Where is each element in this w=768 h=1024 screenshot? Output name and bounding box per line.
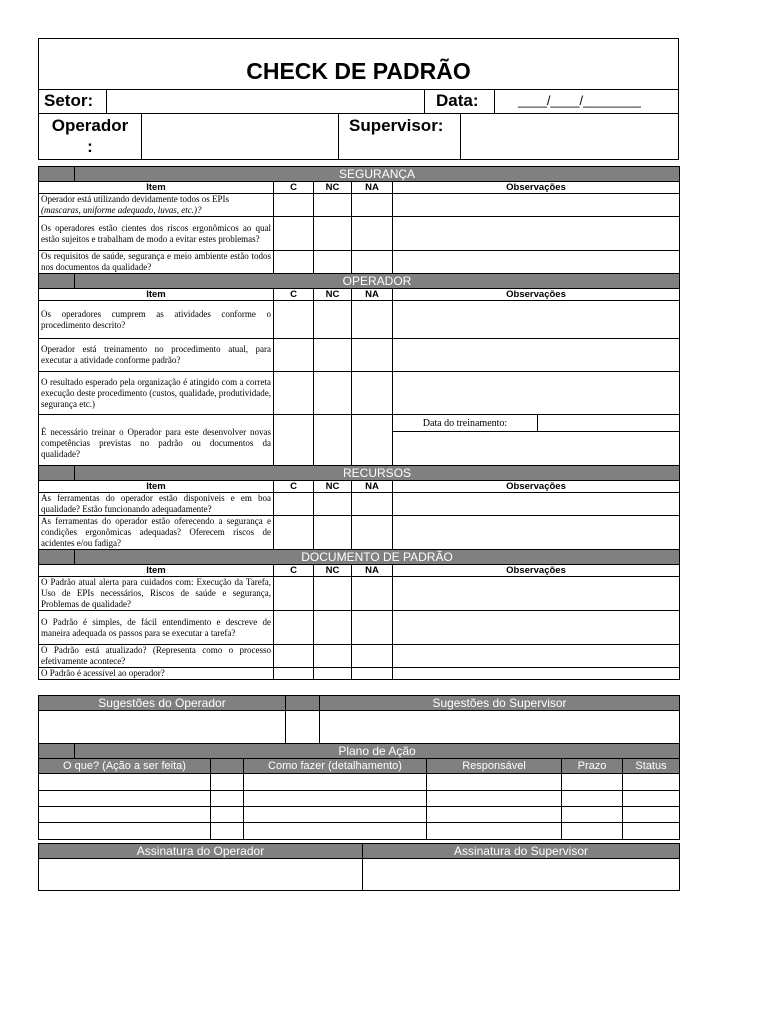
check-na[interactable] [352, 668, 393, 680]
plano-bar-left [39, 744, 75, 759]
check-nc[interactable] [314, 194, 352, 217]
check-c[interactable] [274, 516, 314, 550]
plano-col-como: Como fazer (detalhamento) [244, 759, 427, 774]
col-c: C [274, 182, 314, 194]
check-na[interactable] [352, 493, 393, 516]
plano-oque-field[interactable] [39, 823, 211, 840]
plano-prazo-field[interactable] [562, 791, 623, 807]
item-text: Os requisitos de saúde, segurança e meio ambiente estão todos nos documentos da qualidade? [39, 251, 274, 274]
obs-field[interactable] [393, 432, 680, 466]
obs-field[interactable] [393, 251, 680, 274]
plano-status-field[interactable] [623, 791, 680, 807]
assinatura-operador-title: Assinatura do Operador [39, 844, 363, 859]
section-title-operador: OPERADOR [75, 274, 680, 289]
check-nc[interactable] [314, 415, 352, 466]
check-c[interactable] [274, 611, 314, 645]
sugestoes-spacer [286, 696, 320, 711]
item-text: Operador está treinamento no procedimento atual, para executar a atividade conforme padrão? [39, 339, 274, 372]
operador-field[interactable] [141, 113, 339, 160]
plano-oque-field[interactable] [39, 807, 211, 823]
col-nc: NC [314, 289, 352, 301]
table-row [39, 645, 680, 668]
section-bar-documento [39, 550, 680, 565]
column-header-row [39, 481, 680, 493]
plano-de-acao-table [38, 743, 680, 840]
plano-col-responsavel: Responsável [427, 759, 562, 774]
check-nc[interactable] [314, 251, 352, 274]
check-nc[interactable] [314, 668, 352, 680]
check-na[interactable] [352, 339, 393, 372]
plano-row [39, 823, 680, 840]
item-text: É necessário treinar o Operador para este desenvolver novas competências previstas no padrão ou documentos da qualidade? [39, 415, 274, 466]
data-label: Data: [436, 91, 479, 110]
check-nc[interactable] [314, 493, 352, 516]
assinatura-operador-field[interactable] [39, 859, 363, 891]
obs-field[interactable] [393, 339, 680, 372]
table-row [39, 301, 680, 339]
col-item: Item [39, 565, 274, 577]
column-header-row [39, 182, 680, 194]
item-text: O Padrão é simples, de fácil entendimento e descreve de maneira adequada os passos para se executar a tarefa? [39, 611, 274, 645]
table-row [39, 493, 680, 516]
column-header-row [39, 565, 680, 577]
check-c[interactable] [274, 668, 314, 680]
table-row [39, 415, 680, 432]
check-c[interactable] [274, 339, 314, 372]
check-na[interactable] [352, 194, 393, 217]
supervisor-label: Supervisor: [349, 116, 444, 135]
plano-responsavel-field[interactable] [427, 774, 562, 791]
plano-spacer [211, 774, 244, 791]
sugestoes-operador-title: Sugestões do Operador [39, 696, 286, 711]
page-title: CHECK DE PADRÃO [246, 58, 471, 84]
col-obs: Observações [393, 182, 680, 194]
plano-spacer [211, 823, 244, 840]
section-bar-seguranca [39, 167, 680, 182]
check-c[interactable] [274, 194, 314, 217]
section-title-documento: DOCUMENTO DE PADRÃO [75, 550, 680, 565]
obs-field[interactable] [393, 645, 680, 668]
item-text: Os operadores estão cientes dos riscos ergonômicos ao qual estão sujeitos e trabalham de modo a evitar estes problemas? [39, 217, 274, 251]
item-text: As ferramentas do operador estão oferecendo a segurança e condições ergonômicas adequadas? Oferecem riscos de acidentes e/ou fadiga? [39, 516, 274, 550]
col-nc: NC [314, 565, 352, 577]
setor-label: Setor: [44, 91, 94, 110]
check-c[interactable] [274, 372, 314, 415]
check-na[interactable] [352, 301, 393, 339]
col-na: NA [352, 565, 393, 577]
training-date-field[interactable] [538, 415, 680, 432]
col-c: C [274, 565, 314, 577]
col-na: NA [352, 289, 393, 301]
check-nc[interactable] [314, 577, 352, 611]
table-row [39, 668, 680, 680]
plano-col-oque: O que? (Ação a ser feita) [39, 759, 211, 774]
section-bar-recursos [39, 466, 680, 481]
item-text: Os operadores cumprem as atividades conforme o procedimento descrito? [39, 301, 274, 339]
plano-como-field[interactable] [244, 807, 427, 823]
training-date-label: Data do treinamento: [393, 415, 538, 432]
col-item: Item [39, 481, 274, 493]
check-na[interactable] [352, 611, 393, 645]
plano-como-field[interactable] [244, 774, 427, 791]
plano-responsavel-field[interactable] [427, 791, 562, 807]
section-title-seguranca: SEGURANÇA [75, 167, 680, 182]
col-item: Item [39, 289, 274, 301]
sugestoes-table [38, 695, 680, 744]
obs-field[interactable] [393, 577, 680, 611]
col-obs: Observações [393, 289, 680, 301]
table-row [39, 516, 680, 550]
check-nc[interactable] [314, 217, 352, 251]
check-c[interactable] [274, 251, 314, 274]
plano-col-spacer [211, 759, 244, 774]
item-text: O Padrão atual alerta para cuidados com: Execução da Tarefa, Uso de EPIs necessários, Riscos de saúde e segurança, Problemas de qualidade? [39, 577, 274, 611]
item-text: O Padrão é acessível ao operador? [39, 668, 274, 680]
item-text: O resultado esperado pela organização é atingido com a correta execução deste procedimento (custos, qualidade, produtividade, segurança etc.) [39, 372, 274, 415]
check-na[interactable] [352, 516, 393, 550]
table-row [39, 372, 680, 415]
data-value: ____/____/________ [518, 93, 641, 108]
plano-responsavel-field[interactable] [427, 823, 562, 840]
plano-title: Plano de Ação [75, 744, 680, 759]
obs-field[interactable] [393, 611, 680, 645]
sugestoes-spacer-cell [286, 711, 320, 744]
obs-field[interactable] [393, 668, 680, 680]
col-obs: Observações [393, 565, 680, 577]
table-row [39, 251, 680, 274]
item-text: O Padrão está atualizado? (Representa como o processo efetivamente acontece? [39, 645, 274, 668]
item-text: As ferramentas do operador estão disponíveis e em boa qualidade? Estão funcionando adequadamente? [39, 493, 274, 516]
plano-status-field[interactable] [623, 823, 680, 840]
plano-como-field[interactable] [244, 791, 427, 807]
plano-prazo-field[interactable] [562, 823, 623, 840]
col-c: C [274, 481, 314, 493]
plano-prazo-field[interactable] [562, 774, 623, 791]
plano-oque-field[interactable] [39, 791, 211, 807]
obs-field[interactable] [393, 194, 680, 217]
plano-oque-field[interactable] [39, 774, 211, 791]
obs-field[interactable] [393, 372, 680, 415]
check-na[interactable] [352, 251, 393, 274]
plano-prazo-field[interactable] [562, 807, 623, 823]
item-text: Operador está utilizando devidamente todos os EPIs (mascaras, uniforme adequado, luvas, etc.)? [39, 194, 274, 217]
check-nc[interactable] [314, 611, 352, 645]
sugestoes-supervisor-title: Sugestões do Supervisor [320, 696, 680, 711]
checklist-table [38, 166, 680, 680]
obs-field[interactable] [393, 493, 680, 516]
plano-col-status: Status [623, 759, 680, 774]
check-na[interactable] [352, 217, 393, 251]
plano-status-field[interactable] [623, 774, 680, 791]
check-c[interactable] [274, 217, 314, 251]
plano-row [39, 774, 680, 791]
assinaturas-table [38, 843, 680, 891]
obs-field[interactable] [393, 516, 680, 550]
table-row [39, 577, 680, 611]
col-na: NA [352, 182, 393, 194]
operador-colon: : [87, 137, 93, 156]
check-c[interactable] [274, 493, 314, 516]
check-c[interactable] [274, 301, 314, 339]
setor-field[interactable] [106, 89, 425, 114]
obs-field[interactable] [393, 301, 680, 339]
obs-field[interactable] [393, 217, 680, 251]
assinatura-supervisor-title: Assinatura do Supervisor [363, 844, 680, 859]
check-c[interactable] [274, 415, 314, 466]
check-c[interactable] [274, 645, 314, 668]
plano-spacer [211, 807, 244, 823]
plano-col-prazo: Prazo [562, 759, 623, 774]
plano-status-field[interactable] [623, 807, 680, 823]
plano-como-field[interactable] [244, 823, 427, 840]
plano-row [39, 807, 680, 823]
check-nc[interactable] [314, 372, 352, 415]
table-row [39, 217, 680, 251]
col-c: C [274, 289, 314, 301]
check-na[interactable] [352, 645, 393, 668]
check-na[interactable] [352, 372, 393, 415]
check-c[interactable] [274, 577, 314, 611]
check-na[interactable] [352, 577, 393, 611]
operador-label: Operador [51, 116, 129, 135]
sugestoes-operador-field[interactable] [39, 711, 286, 744]
check-nc[interactable] [314, 301, 352, 339]
sugestoes-supervisor-field[interactable] [320, 711, 680, 744]
section-title-recursos: RECURSOS [75, 466, 680, 481]
col-nc: NC [314, 182, 352, 194]
table-row [39, 611, 680, 645]
plano-responsavel-field[interactable] [427, 807, 562, 823]
check-nc[interactable] [314, 339, 352, 372]
assinatura-supervisor-field[interactable] [363, 859, 680, 891]
table-row [39, 194, 680, 217]
check-na[interactable] [352, 415, 393, 466]
supervisor-field[interactable] [460, 113, 679, 160]
col-item: Item [39, 182, 274, 194]
table-row [39, 339, 680, 372]
check-nc[interactable] [314, 645, 352, 668]
col-nc: NC [314, 481, 352, 493]
section-bar-operador [39, 274, 680, 289]
plano-row [39, 791, 680, 807]
col-na: NA [352, 481, 393, 493]
column-header-row [39, 289, 680, 301]
col-obs: Observações [393, 481, 680, 493]
check-nc[interactable] [314, 516, 352, 550]
plano-spacer [211, 791, 244, 807]
